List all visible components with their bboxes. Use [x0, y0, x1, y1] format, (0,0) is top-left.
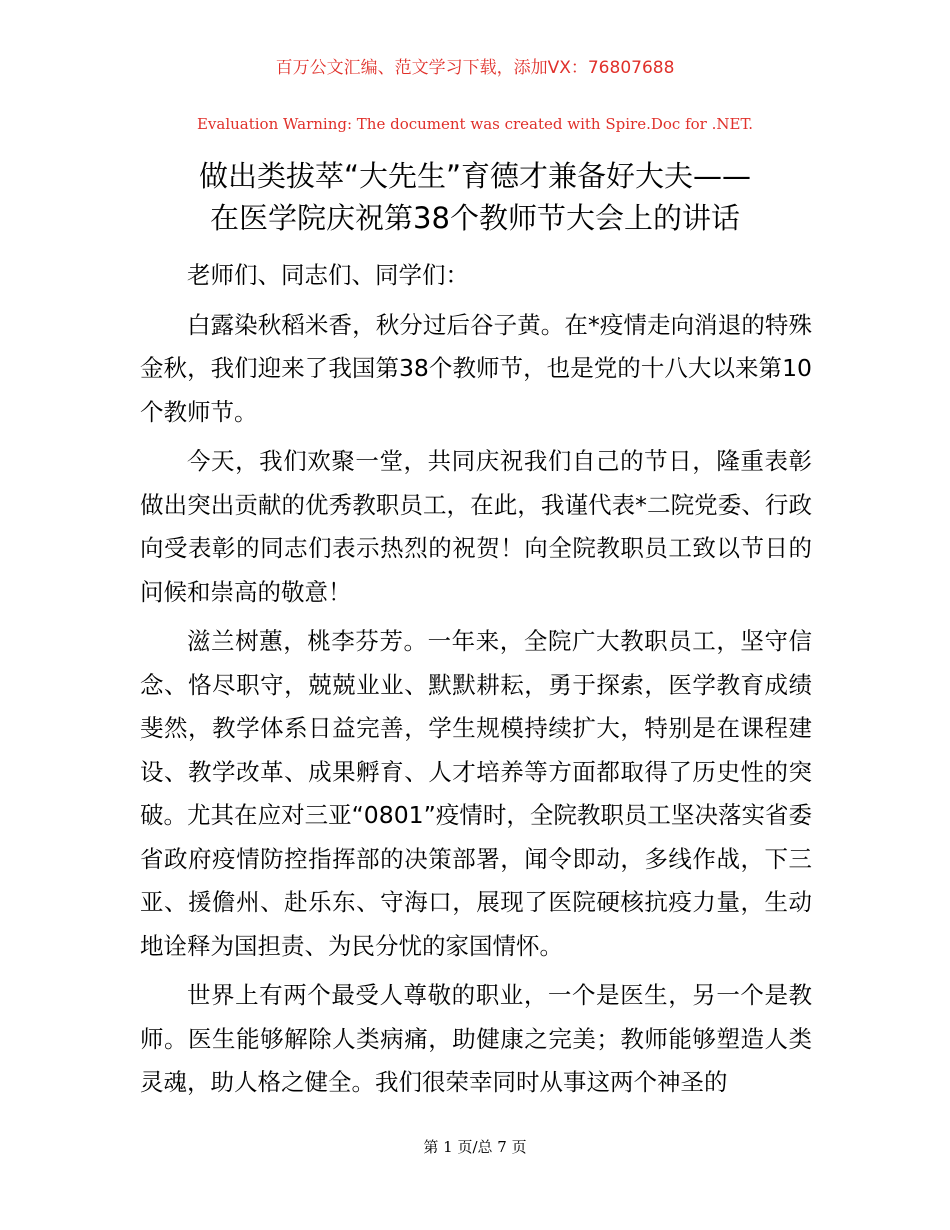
document-body	[140, 254, 812, 1106]
paragraph-2: 今天，我们欢聚一堂，共同庆祝我们自己的节日，隆重表彰做出突出贡献的优秀教职员工，在此，我谨代表*二院党委、行政向受表彰的同志们表示热烈的祝贺！向全院教职员工致以节日的问候和崇高的敬意！	[140, 447, 812, 606]
paragraph-4: 世界上有两个最受人尊敬的职业，一个是医生，另一个是教师。医生能够解除人类病痛，助健康之完美；教师能够塑造人类灵魂，助人格之健全。我们很荣幸同时从事这两个神圣的	[140, 981, 812, 1096]
evaluation-warning: Evaluation Warning: The document was created with Spire.Doc for .NET.	[196, 115, 754, 133]
title-line-2: 在医学院庆祝第38个教师节大会上的讲话	[210, 201, 740, 235]
header-ad-text: 百万公文汇编、范文学习下载，添加VX：76807688	[275, 58, 675, 78]
title-line-1: 做出类拔萃“大先生”育德才兼备好大夫——	[198, 159, 752, 193]
page-number-footer: 第 1 页/总 7 页	[423, 1138, 527, 1156]
salutation: 老师们、同志们、同学们：	[187, 261, 469, 289]
paragraph-1: 白露染秋稻米香，秋分过后谷子黄。在*疫情走向消退的特殊金秋，我们迎来了我国第38个教师节，也是党的十八大以来第10个教师节。	[140, 310, 812, 426]
paragraph-3: 滋兰树蕙，桃李芬芳。一年来，全院广大教职员工，坚守信念、恪尽职守，兢兢业业、默默耕耘，勇于探索，医学教育成绩斐然，教学体系日益完善，学生规模持续扩大，特别是在课程建设、教学改革、成果孵育、人才培养等方面都取得了历史性的突破。尤其在应对三亚“0801”疫情时，全院教职员工坚决落实省委省政府疫情防控指挥部的决策部署，闻令即动，多线作战，下三亚、援儋州、赴乐东、守海口，展现了医院硬核抗疫力量，生动地诠释为国担责、为民分忧的家国情怀。	[140, 627, 812, 960]
document-title	[60, 155, 890, 239]
